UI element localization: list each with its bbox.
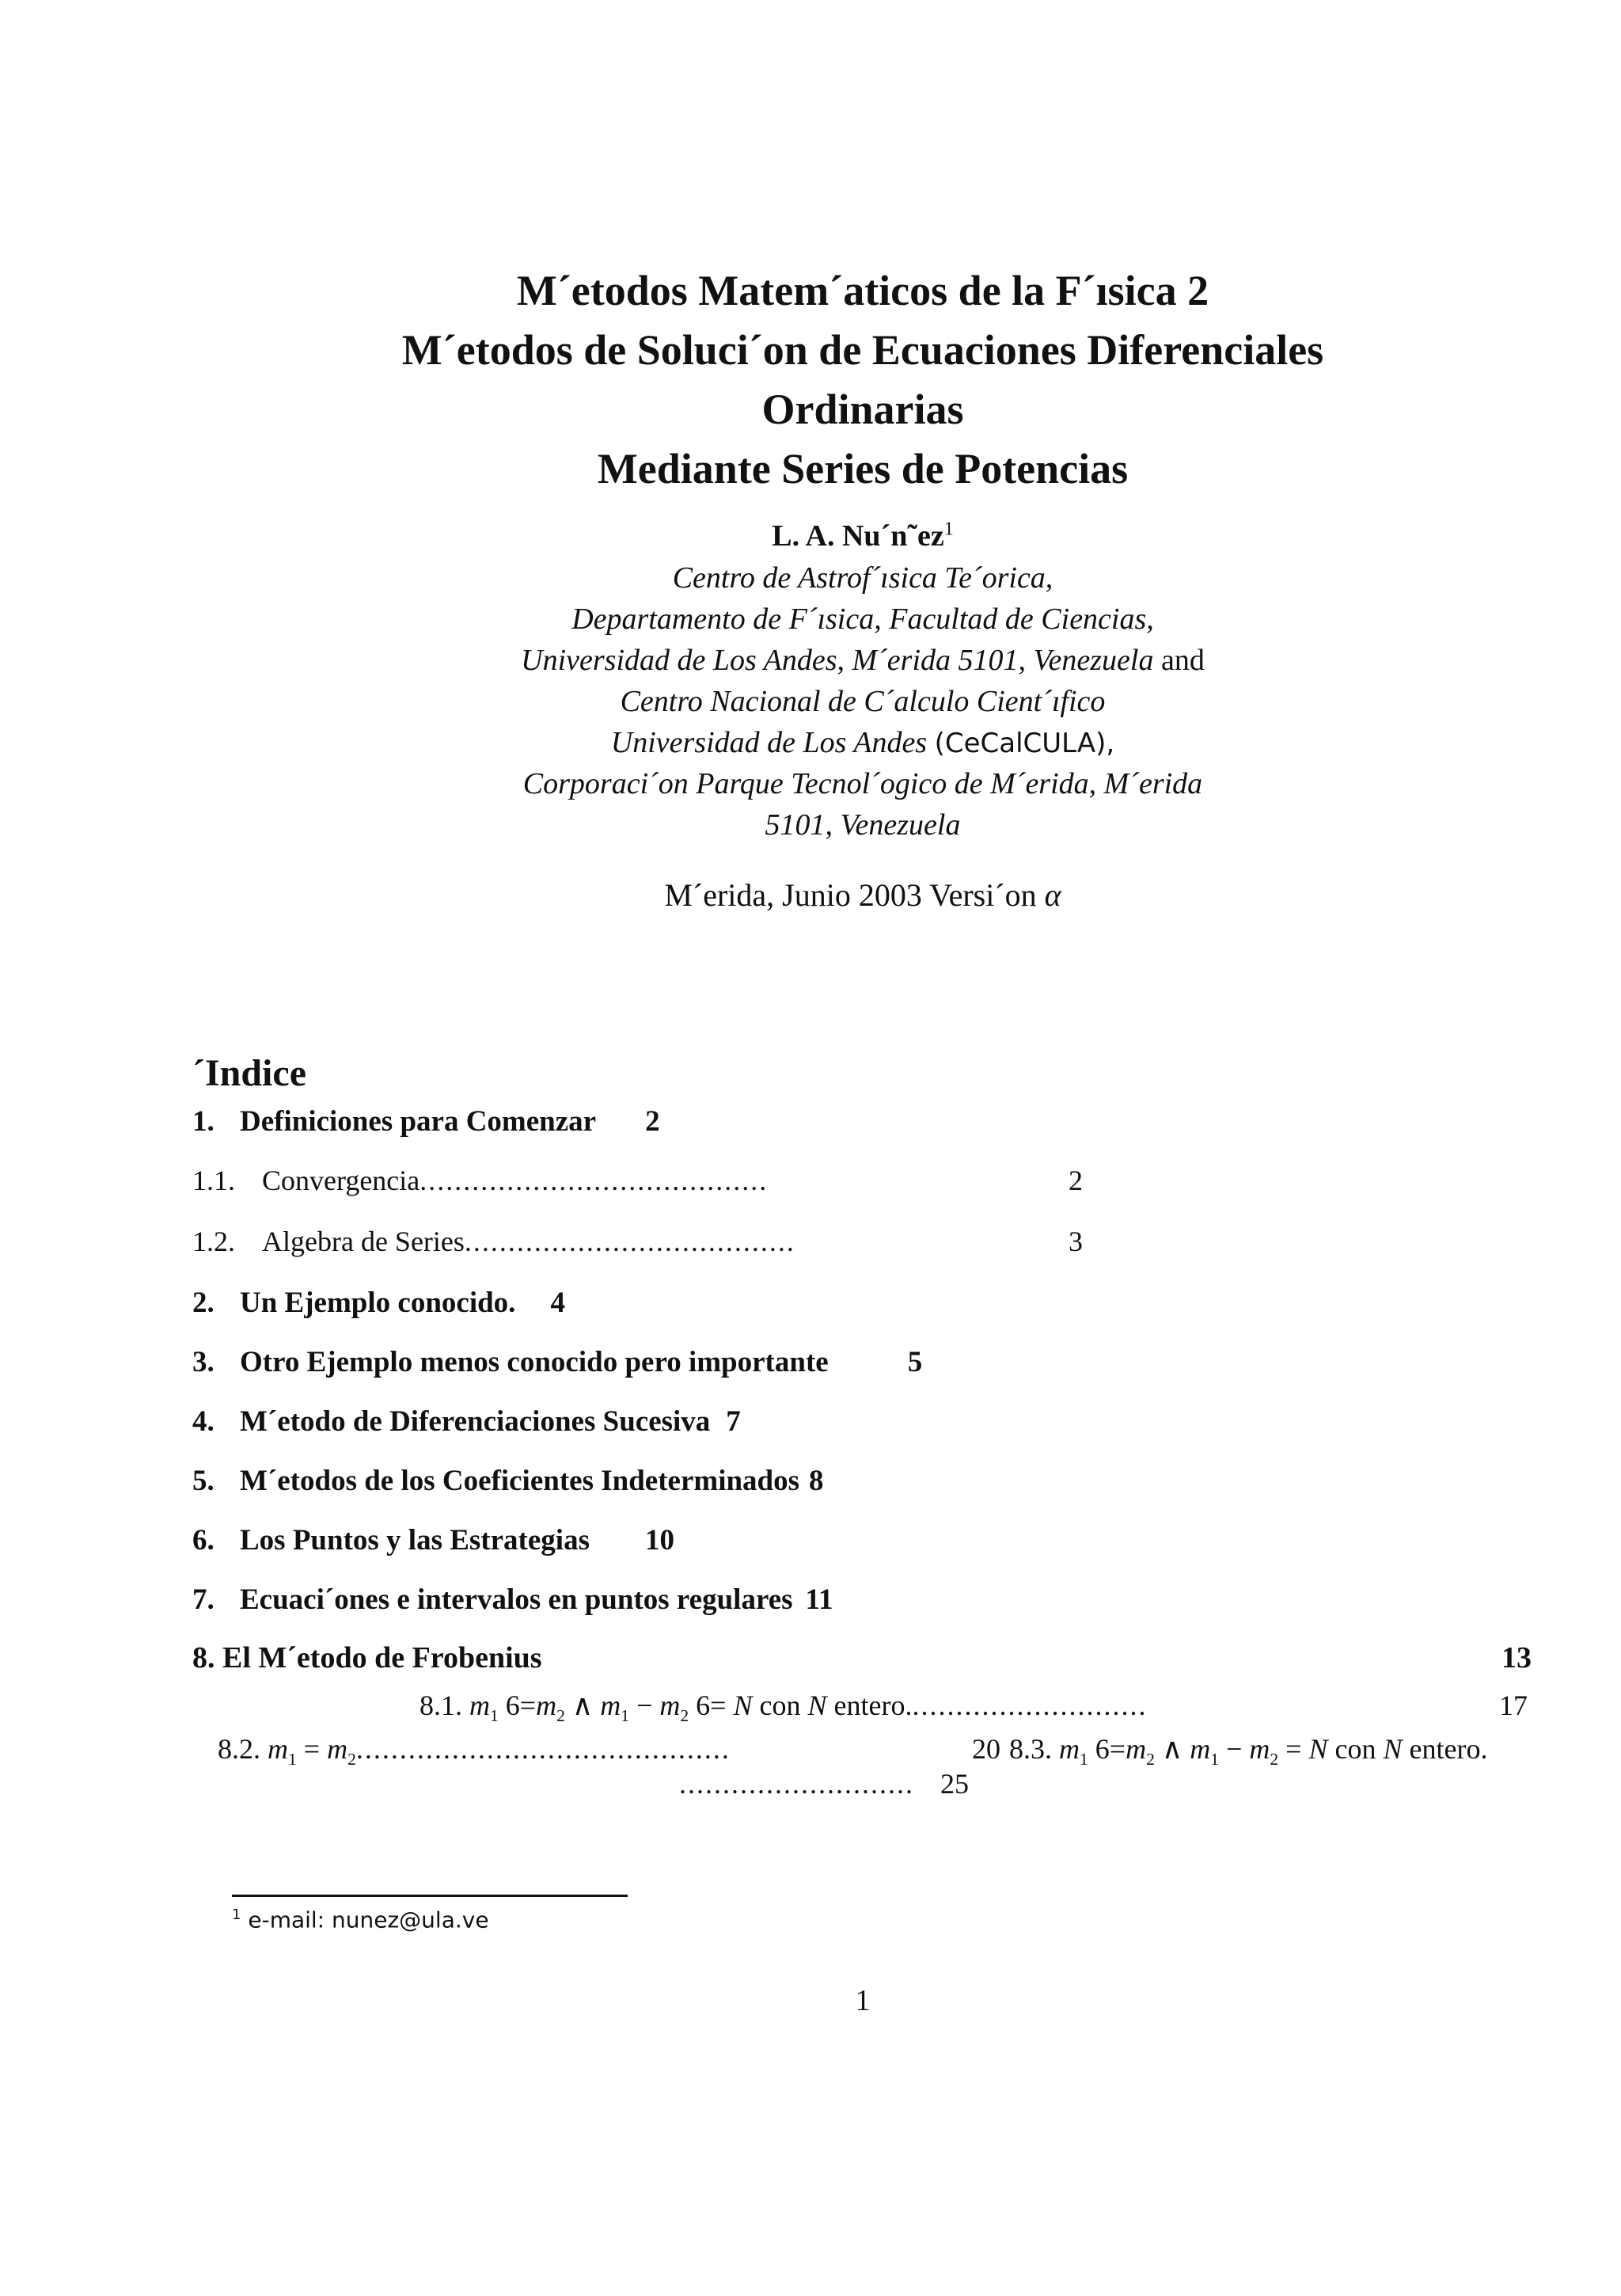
- math-minus: −: [1226, 1733, 1243, 1765]
- toc-section-title: 8. El M´etodo de Frobenius: [192, 1641, 542, 1674]
- toc-leader-dots: ...........................: [912, 1690, 1148, 1721]
- toc-section-1[interactable]: [192, 1104, 660, 1138]
- toc-leader-dots: ......................................: [464, 1226, 795, 1257]
- math-relation: 6=: [1095, 1733, 1126, 1765]
- math-minus: −: [636, 1690, 653, 1721]
- toc-section-number: 6.: [192, 1524, 214, 1557]
- toc-section-page: 10: [644, 1524, 674, 1557]
- page-number: 1: [855, 1984, 871, 2017]
- math-var: m: [1249, 1733, 1270, 1765]
- toc-section-title: M´etodos de los Coeficientes Indeterminados: [240, 1465, 800, 1497]
- affiliation-cecalcula: (CeCalCULA),: [934, 728, 1115, 759]
- math-var: m: [536, 1690, 557, 1721]
- toc-section-page: 8: [809, 1465, 824, 1497]
- text-entero: entero.: [1409, 1733, 1488, 1765]
- math-var: m: [327, 1733, 348, 1765]
- toc-section-page: 7: [726, 1405, 741, 1438]
- math-subscript: 2: [680, 1706, 689, 1726]
- version-symbol: α: [1044, 877, 1061, 913]
- math-subscript: 2: [556, 1706, 565, 1726]
- footnote-rule: [232, 1895, 628, 1897]
- math-wedge: ∧: [571, 1690, 594, 1721]
- toc-subsection-page-8-2: 20: [972, 1733, 1000, 1765]
- toc-section-title: Otro Ejemplo menos conocido pero importante: [240, 1346, 829, 1378]
- affiliation-line-3-italic: Universidad de Los Andes, M´erida 5101, Venezuela: [521, 644, 1154, 677]
- affiliation-line-2: Departamento de F´ısica, Facultad de Ciencias,: [571, 603, 1154, 636]
- math-equals: =: [303, 1733, 321, 1765]
- toc-subsection-page: 2: [1069, 1165, 1083, 1196]
- math-var: m: [659, 1690, 681, 1721]
- affiliation-line-6: Corporaci´on Parque Tecnol´ogico de M´erida, M´erida: [522, 767, 1203, 800]
- date-line: [0, 876, 1621, 914]
- math-subscript: 2: [1146, 1750, 1155, 1770]
- footnote-text[interactable]: e-mail: nunez@ula.ve: [248, 1906, 489, 1933]
- title-line-2: M´etodos de Soluci´on de Ecuaciones Diferenciales: [401, 326, 1324, 374]
- affiliation-and: and: [1160, 644, 1205, 677]
- toc-subsection-title: Algebra de Series: [262, 1226, 465, 1257]
- toc-leader-dots: ...........................................: [355, 1733, 731, 1765]
- math-var: N: [733, 1690, 753, 1721]
- math-var: m: [268, 1733, 288, 1765]
- toc-subsection-number: 1.1.: [192, 1165, 235, 1196]
- toc-subsection-1-1[interactable]: [192, 1164, 1083, 1197]
- math-var: m: [600, 1690, 621, 1721]
- toc-subsection-title: Convergencia: [262, 1165, 420, 1196]
- toc-section-page: 4: [550, 1287, 565, 1319]
- toc-section-page: 11: [805, 1583, 833, 1616]
- toc-subsection-8-3-continued[interactable]: [679, 1767, 969, 1800]
- author: [0, 519, 1621, 553]
- math-subscript: 2: [1270, 1750, 1279, 1770]
- affiliation-line-5-italic: Universidad de Los Andes: [610, 726, 928, 759]
- toc-section-title: M´etodo de Diferenciaciones Sucesiva: [240, 1405, 711, 1438]
- toc-section-8[interactable]: [192, 1640, 1532, 1675]
- math-subscript: 1: [490, 1706, 499, 1726]
- date-text: M´erida, Junio 2003 Versi´on: [664, 877, 1037, 913]
- toc-section-7[interactable]: [192, 1583, 833, 1617]
- math-var: N: [1308, 1733, 1328, 1765]
- math-var: m: [1126, 1733, 1147, 1765]
- affiliation-line-4: Centro Nacional de C´alculo Cient´ıfico: [620, 685, 1106, 718]
- title-line-4: Mediante Series de Potencias: [597, 445, 1129, 492]
- toc-section-4[interactable]: [192, 1405, 741, 1439]
- toc-leader-dots: ...........................: [679, 1768, 914, 1800]
- toc-section-page: 2: [645, 1105, 660, 1138]
- math-var: m: [1059, 1733, 1080, 1765]
- toc-section-number: 7.: [192, 1583, 214, 1616]
- toc-subsection-page: 3: [1069, 1226, 1083, 1257]
- toc-section-title: Definiciones para Comenzar: [240, 1105, 597, 1138]
- author-footnote-mark[interactable]: 1: [943, 519, 954, 540]
- text-entero: entero.: [833, 1690, 913, 1721]
- toc-subsection-8-2[interactable]: [218, 1732, 731, 1770]
- math-var: N: [807, 1690, 827, 1721]
- math-equals: =: [1285, 1733, 1302, 1765]
- math-subscript: 1: [288, 1750, 297, 1770]
- math-subscript: 1: [1210, 1750, 1220, 1770]
- footnote: [232, 1906, 489, 1933]
- text-con: con: [1334, 1733, 1376, 1765]
- math-var: m: [469, 1690, 490, 1721]
- toc-section-page: 5: [907, 1346, 923, 1378]
- text-con: con: [759, 1690, 801, 1721]
- math-subscript: 1: [1080, 1750, 1088, 1770]
- math-subscript: 2: [347, 1750, 356, 1770]
- title-line-1: M´etodos Matem´aticos de la F´ısica 2: [516, 267, 1209, 314]
- toc-subsection-number: 1.2.: [192, 1226, 235, 1257]
- title-line-3: Ordinarias: [761, 386, 964, 433]
- toc-leader-dots: ........................................: [419, 1165, 769, 1196]
- toc-section-page: 13: [1501, 1641, 1532, 1674]
- toc-section-number: 3.: [192, 1346, 214, 1378]
- affiliation-line-1: Centro de Astrof´ısica Te´orica,: [672, 561, 1053, 595]
- math-relation: 6=: [505, 1690, 537, 1721]
- toc-subsection-number: 8.1.: [419, 1690, 462, 1721]
- affiliation-line-7: 5101, Venezuela: [765, 808, 961, 842]
- toc-section-number: 2.: [192, 1287, 214, 1319]
- toc-section-title: Ecuaci´ones e intervalos en puntos regulares: [240, 1583, 793, 1616]
- toc-section-number: 5.: [192, 1465, 214, 1497]
- toc-section-number: 4.: [192, 1405, 214, 1438]
- toc-subsection-page-8-1: 17: [1499, 1690, 1528, 1721]
- toc-section-5[interactable]: [192, 1464, 824, 1498]
- toc-subsection-number: 8.2.: [218, 1733, 260, 1765]
- toc-section-2[interactable]: [192, 1286, 565, 1320]
- toc-heading: ´Indice: [192, 1052, 306, 1094]
- math-subscript: 1: [621, 1706, 630, 1726]
- toc-subsection-page: 25: [940, 1768, 969, 1800]
- math-var: N: [1383, 1733, 1403, 1765]
- toc-subsection-1-2[interactable]: [192, 1225, 1083, 1258]
- toc-subsection-number: 8.3.: [1009, 1733, 1052, 1765]
- footnote-mark: 1: [232, 1906, 241, 1923]
- toc-section-title: Un Ejemplo conocido.: [240, 1287, 516, 1319]
- toc-section-number: 1.: [192, 1105, 214, 1138]
- toc-subsection-8-3[interactable]: [1009, 1732, 1487, 1770]
- affiliation-line-3: [0, 643, 1621, 678]
- affiliation-line-5: [0, 725, 1621, 760]
- math-relation: 6=: [696, 1690, 727, 1721]
- math-wedge: ∧: [1161, 1733, 1183, 1765]
- toc-section-6[interactable]: [192, 1523, 674, 1557]
- author-name: L. A. Nu´n˜ez: [772, 519, 944, 553]
- math-var: m: [1190, 1733, 1211, 1765]
- toc-subsection-8-1[interactable]: [419, 1689, 1147, 1726]
- toc-section-title: Los Puntos y las Estrategias: [240, 1524, 590, 1557]
- toc-section-3[interactable]: [192, 1345, 922, 1379]
